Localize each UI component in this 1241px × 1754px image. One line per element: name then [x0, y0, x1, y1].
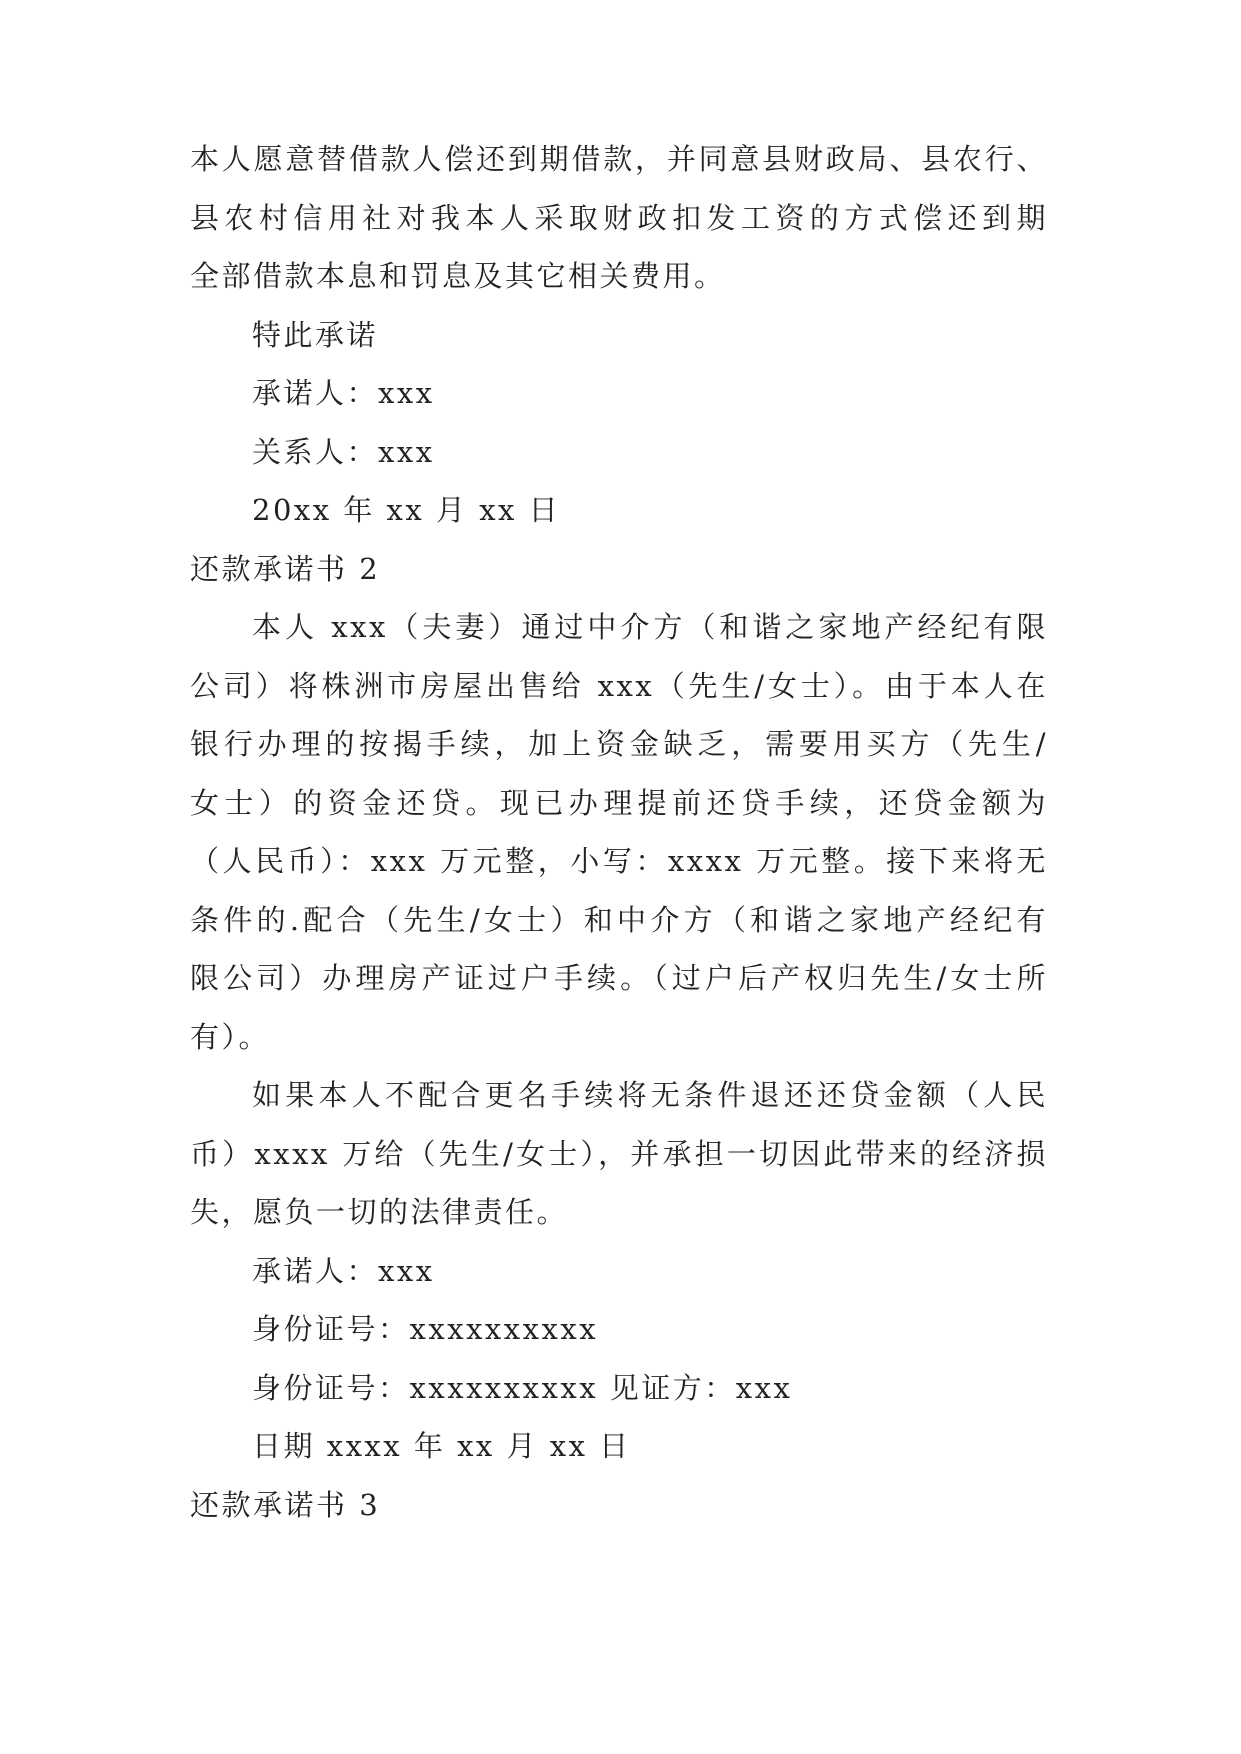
paragraph-line: 币）xxxx 万给（先生/女士），并承担一切因此带来的经济损: [190, 1136, 1048, 1171]
paragraph-line: 有）。: [190, 1019, 271, 1054]
signatory-line: 承诺人：xxx: [252, 1253, 435, 1288]
paragraph-line: 公司）将株洲市房屋出售给 xxx（先生/女士）。由于本人在: [190, 668, 1048, 703]
section-heading: 还款承诺书 3: [190, 1487, 381, 1522]
id-number-line: 身份证号：xxxxxxxxxx: [252, 1312, 599, 1346]
paragraph-line: 本人愿意替借款人偿还到期借款，并同意县财政局、县农行、: [190, 142, 1048, 176]
paragraph-line: 条件的.配合（先生/女士）和中介方（和谐之家地产经纪有: [190, 902, 1048, 937]
relation-line: 关系人：xxx: [252, 434, 435, 469]
signatory-line: 承诺人：xxx: [252, 376, 435, 410]
paragraph-line: 县农村信用社对我本人采取财政扣发工资的方式偿还到期: [190, 200, 1048, 235]
paragraph-line: （人民币）：xxx 万元整，小写：xxxx 万元整。接下来将无: [190, 844, 1048, 878]
date-line: 20xx 年 xx 月 xx 日: [252, 493, 561, 527]
date-line: 日期 xxxx 年 xx 月 xx 日: [252, 1429, 631, 1463]
section-heading: 还款承诺书 2: [190, 551, 381, 586]
paragraph-line: 女士）的资金还贷。现已办理提前还贷手续，还贷金额为: [190, 785, 1048, 820]
paragraph-line: 本人 xxx（夫妻）通过中介方（和谐之家地产经纪有限: [252, 610, 1048, 644]
closing-statement: 特此承诺: [252, 317, 379, 352]
paragraph-line: 全部借款本息和罚息及其它相关费用。: [190, 259, 726, 293]
paragraph-line: 失，愿负一切的法律责任。: [190, 1195, 569, 1229]
paragraph-line: 如果本人不配合更名手续将无条件退还还贷金额（人民: [252, 1078, 1048, 1112]
id-number-witness-line: 身份证号：xxxxxxxxxx 见证方：xxx: [252, 1370, 793, 1405]
paragraph-line: 限公司）办理房产证过户手续。（过户后产权归先生/女士所: [190, 961, 1048, 995]
paragraph-line: 银行办理的按揭手续，加上资金缺乏，需要用买方（先生/: [190, 727, 1048, 761]
document-body: [190, 130, 1048, 1534]
